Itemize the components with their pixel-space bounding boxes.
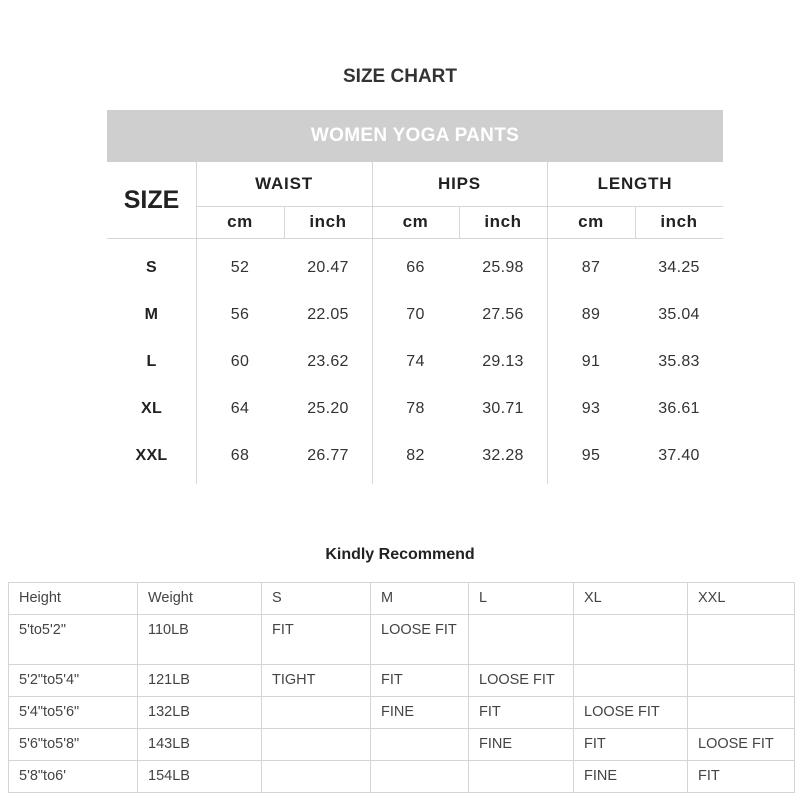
size-row-l <box>107 338 723 385</box>
size-label: S <box>146 258 157 276</box>
table-cell <box>469 615 574 665</box>
table-row <box>9 697 795 729</box>
table-cell: 121LB <box>138 665 262 697</box>
table-cell: FINE <box>469 729 574 761</box>
table-cell: 132LB <box>138 697 262 729</box>
length-header: LENGTH <box>597 174 673 193</box>
size-row-xxl <box>107 432 723 479</box>
size-column-header: SIZE <box>123 185 180 214</box>
table-cell <box>371 761 469 793</box>
hips-inch: 27.56 <box>482 305 524 323</box>
size-row-m <box>107 291 723 338</box>
table-cell <box>262 697 371 729</box>
length-cm: 93 <box>581 399 601 417</box>
table-cell: LOOSE FIT <box>469 665 574 697</box>
recommend-title: Kindly Recommend <box>325 546 475 563</box>
table-cell: LOOSE FIT <box>574 697 688 729</box>
table-cell: 143LB <box>138 729 262 761</box>
header-cell: M <box>371 583 469 615</box>
size-row-xl <box>107 385 723 432</box>
unit-header: cm <box>578 212 604 231</box>
table-cell: LOOSE FIT <box>688 729 795 761</box>
header-cell: XL <box>574 583 688 615</box>
header-cell: XXL <box>688 583 795 615</box>
unit-header: inch <box>309 212 347 231</box>
header-cell: Height <box>9 583 138 615</box>
table-cell: LOOSE FIT <box>371 615 469 665</box>
size-label: M <box>144 305 159 323</box>
waist-cm: 68 <box>230 446 250 464</box>
length-inch: 35.04 <box>658 305 700 323</box>
header-cell: Weight <box>138 583 262 615</box>
length-cm: 89 <box>581 305 601 323</box>
waist-cm: 52 <box>230 258 250 276</box>
table-cell: 154LB <box>138 761 262 793</box>
unit-header: inch <box>660 212 698 231</box>
table-cell <box>688 665 795 697</box>
table-cell <box>262 761 371 793</box>
table-cell <box>688 615 795 665</box>
table-cell: 5'2"to5'4" <box>9 665 138 697</box>
hips-cm: 82 <box>406 446 425 464</box>
length-inch: 35.83 <box>658 352 700 370</box>
table-cell: 110LB <box>138 615 262 665</box>
table-cell <box>574 615 688 665</box>
hips-cm: 66 <box>406 258 425 276</box>
hips-cm: 74 <box>406 352 425 370</box>
waist-inch: 20.47 <box>307 258 349 276</box>
waist-cm: 56 <box>230 305 250 323</box>
hips-cm: 78 <box>406 399 425 417</box>
table-cell <box>262 729 371 761</box>
hips-header: HIPS <box>438 174 481 193</box>
length-cm: 91 <box>581 352 601 370</box>
table-cell: FIT <box>371 665 469 697</box>
table-row <box>9 665 795 697</box>
table-cell: 5'to5'2" <box>9 615 138 665</box>
table-row <box>9 761 795 793</box>
table-cell <box>371 729 469 761</box>
size-label: L <box>146 352 157 370</box>
hips-inch: 32.28 <box>482 446 524 464</box>
unit-header: inch <box>484 212 522 231</box>
waist-cm: 60 <box>230 352 250 370</box>
waist-inch: 23.62 <box>307 352 349 370</box>
recommend-table <box>8 582 795 793</box>
header-cell: S <box>262 583 371 615</box>
unit-header: cm <box>227 212 253 231</box>
row-divider <box>107 238 723 239</box>
hips-inch: 29.13 <box>482 352 524 370</box>
unit-header: cm <box>402 212 429 231</box>
size-row-s <box>107 244 723 291</box>
waist-header: WAIST <box>255 174 313 193</box>
table-cell: 5'8"to6' <box>9 761 138 793</box>
waist-inch: 22.05 <box>307 305 349 323</box>
table-cell <box>574 665 688 697</box>
table-cell: 5'4"to5'6" <box>9 697 138 729</box>
table-cell: FINE <box>574 761 688 793</box>
size-label: XL <box>140 399 163 417</box>
table-row <box>9 729 795 761</box>
length-inch: 34.25 <box>658 258 700 276</box>
waist-cm: 64 <box>230 399 250 417</box>
waist-inch: 26.77 <box>307 446 349 464</box>
product-banner: WOMEN YOGA PANTS <box>107 110 723 162</box>
hips-inch: 30.71 <box>482 399 524 417</box>
table-cell: FIT <box>574 729 688 761</box>
table-cell: 5'6"to5'8" <box>9 729 138 761</box>
table-cell: FIT <box>469 697 574 729</box>
length-cm: 87 <box>581 258 601 276</box>
table-cell: FIT <box>262 615 371 665</box>
table-cell: FIT <box>688 761 795 793</box>
length-inch: 37.40 <box>658 446 700 464</box>
length-cm: 95 <box>581 446 601 464</box>
table-cell: FINE <box>371 697 469 729</box>
table-row <box>9 615 795 665</box>
recommend-header-row <box>9 583 795 615</box>
hips-cm: 70 <box>406 305 425 323</box>
waist-inch: 25.20 <box>307 399 349 417</box>
table-cell <box>469 761 574 793</box>
table-cell: TIGHT <box>262 665 371 697</box>
size-label: XXL <box>135 446 168 464</box>
header-cell: L <box>469 583 574 615</box>
size-chart-title: SIZE CHART <box>343 66 457 87</box>
length-inch: 36.61 <box>658 399 700 417</box>
table-cell <box>688 697 795 729</box>
hips-inch: 25.98 <box>482 258 524 276</box>
